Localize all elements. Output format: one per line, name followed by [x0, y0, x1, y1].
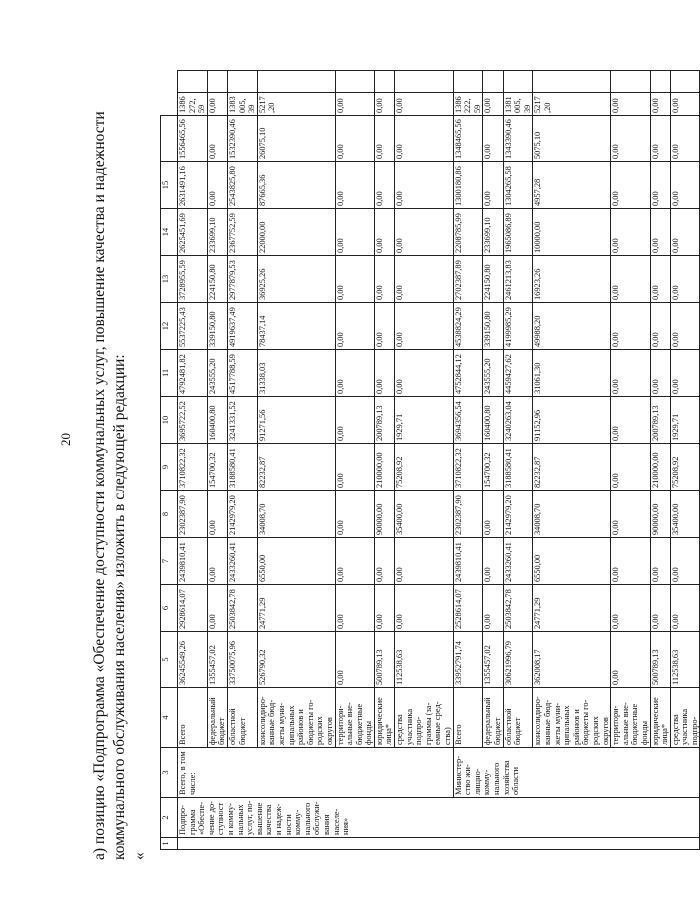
extra-cell — [533, 71, 611, 94]
value-cell: 0,00 — [670, 209, 700, 256]
header-col-number: 13 — [161, 256, 178, 303]
value-cell: 0,00 — [483, 491, 503, 538]
value-cell: 10000,00 — [533, 209, 611, 256]
value-cell: 0,00 — [650, 162, 670, 209]
value-cell: 16923,26 — [533, 256, 611, 303]
value-cell: 0,00 — [611, 209, 650, 256]
heading-line-2: коммунального обслуживания населения» изложить в следующей редакции: — [111, 354, 128, 860]
value-cell: 2977879,53 — [227, 256, 257, 303]
value-cell: 0,00 — [207, 162, 227, 209]
value-cell: 0,00 — [670, 538, 700, 585]
extra-cell — [374, 71, 394, 94]
funding-source-cell: федеральный бюджет — [207, 688, 227, 748]
value-cell: 3710822,32 — [178, 444, 208, 491]
extra-cell — [335, 71, 374, 94]
value-cell: 24771,29 — [257, 585, 335, 632]
value-cell: 0,00 — [611, 444, 650, 491]
value-cell: 0,00 — [483, 162, 503, 209]
value-cell: 0,00 — [207, 585, 227, 632]
value-cell: 1965086,89 — [503, 209, 533, 256]
value-cell: 0,00 — [335, 350, 374, 397]
header-col-number: 3 — [161, 748, 178, 798]
value-cell: 2543825,80 — [227, 162, 257, 209]
extra-cell — [227, 71, 257, 94]
value-cell: 0,00 — [611, 350, 650, 397]
value-cell: 1343390,46 — [503, 116, 533, 162]
table-row — [178, 71, 208, 850]
funding-source-cell: территори-альные вне-бюджетные фонды — [335, 688, 374, 748]
value-cell: 0,00 — [670, 93, 700, 116]
value-cell: 243555,20 — [483, 350, 503, 397]
value-cell: 0,00 — [650, 256, 670, 303]
heading-line-1: а) позицию «Подпрограмма «Обеспечение доступности коммунальных услуг, повышение качества и надежности — [91, 111, 108, 860]
value-cell: 0,00 — [207, 116, 227, 162]
value-cell: 0,00 — [670, 256, 700, 303]
value-cell: 0,00 — [611, 256, 650, 303]
extra-cell — [207, 71, 227, 94]
value-cell: 160400,80 — [483, 397, 503, 444]
value-cell: 82232,87 — [257, 444, 335, 491]
value-cell: 0,00 — [335, 444, 374, 491]
value-cell: 75208,92 — [395, 444, 454, 491]
value-cell: 0,00 — [483, 93, 503, 116]
funding-source-cell: юридические лица* — [374, 688, 394, 748]
value-cell: 526790,32 — [257, 632, 335, 688]
value-cell: 31338,03 — [257, 350, 335, 397]
value-cell: 5217,20 — [533, 93, 611, 116]
value-cell: 2625451,69 — [178, 209, 208, 256]
value-cell: 82232,87 — [533, 444, 611, 491]
extra-cell — [503, 71, 533, 94]
value-cell: 0,00 — [374, 116, 394, 162]
value-cell: 0,00 — [611, 538, 650, 585]
table-row — [257, 71, 335, 850]
value-cell: 30621996,79 — [503, 632, 533, 688]
value-cell: 0,00 — [650, 350, 670, 397]
funding-source-cell: областной бюджет — [503, 688, 533, 748]
value-cell: 0,00 — [335, 632, 374, 688]
funding-source-cell: Всего — [453, 688, 483, 748]
value-cell: 160400,80 — [207, 397, 227, 444]
value-cell: 1381005,39 — [503, 93, 533, 116]
extra-cell — [483, 71, 503, 94]
value-cell: 0,00 — [670, 303, 700, 350]
value-cell: 0,00 — [611, 116, 650, 162]
value-cell: 224150,80 — [207, 256, 227, 303]
header-col-number: 15 — [161, 162, 178, 209]
value-cell: 339150,80 — [207, 303, 227, 350]
value-cell: 0,00 — [374, 162, 394, 209]
group-cell: Министер-ство жи-лищно-комму-нального хозяйства области — [453, 748, 700, 798]
value-cell: 1386222,59 — [453, 93, 483, 116]
group-cell: Всего, в том числе: — [178, 748, 454, 798]
value-cell: 87665,36 — [257, 162, 335, 209]
value-cell: 2302387,90 — [178, 491, 208, 538]
value-cell: 0,00 — [395, 350, 454, 397]
table-row — [670, 71, 700, 850]
value-cell: 0,00 — [374, 585, 394, 632]
amendment-heading — [90, 60, 150, 860]
value-cell: 36245549,26 — [178, 632, 208, 688]
value-cell: 0,00 — [611, 491, 650, 538]
value-cell: 0,00 — [650, 116, 670, 162]
value-cell: 0,00 — [611, 93, 650, 116]
value-cell: 1304265,58 — [503, 162, 533, 209]
value-cell: 4538824,29 — [453, 303, 483, 350]
funding-source-cell: юридические лица* — [650, 688, 670, 748]
value-cell: 1355457,02 — [483, 632, 503, 688]
value-cell: 3240263,04 — [503, 397, 533, 444]
table-row — [533, 71, 611, 850]
value-cell: 0,00 — [374, 256, 394, 303]
table-row — [374, 71, 394, 850]
value-cell: 0,00 — [335, 256, 374, 303]
header-number-row — [161, 71, 178, 850]
value-cell: 0,00 — [611, 303, 650, 350]
value-cell: 2302387,90 — [453, 491, 483, 538]
funding-table — [160, 70, 700, 850]
value-cell: 1386272,59 — [178, 93, 208, 116]
value-cell: 0,00 — [483, 538, 503, 585]
value-cell: 34008,70 — [533, 491, 611, 538]
extra-cell — [178, 71, 208, 94]
value-cell: 3728955,59 — [178, 256, 208, 303]
table-row — [335, 71, 374, 850]
value-cell: 500789,13 — [374, 632, 394, 688]
row-index-cell — [178, 838, 700, 850]
value-cell: 0,00 — [395, 303, 454, 350]
value-cell: 0,00 — [335, 491, 374, 538]
value-cell: 112538,63 — [670, 632, 700, 688]
value-cell: 0,00 — [207, 538, 227, 585]
table-row — [611, 71, 650, 850]
value-cell: 3241331,52 — [227, 397, 257, 444]
value-cell: 90000,00 — [650, 491, 670, 538]
value-cell: 0,00 — [335, 538, 374, 585]
value-cell: 24771,29 — [533, 585, 611, 632]
value-cell: 200789,13 — [650, 397, 670, 444]
value-cell: 233699,10 — [207, 209, 227, 256]
value-cell: 3695722,52 — [178, 397, 208, 444]
header-col-number: 5 — [161, 632, 178, 688]
value-cell: 5217,20 — [257, 93, 335, 116]
value-cell: 4199985,29 — [503, 303, 533, 350]
value-cell: 4919637,49 — [227, 303, 257, 350]
table-row — [650, 71, 670, 850]
value-cell: 0,00 — [374, 303, 394, 350]
value-cell: 0,00 — [374, 538, 394, 585]
value-cell: 500789,13 — [650, 632, 670, 688]
value-cell: 0,00 — [395, 93, 454, 116]
value-cell: 0,00 — [650, 303, 670, 350]
value-cell: 0,00 — [395, 209, 454, 256]
value-cell: 2142979,20 — [227, 491, 257, 538]
value-cell: 34008,70 — [257, 491, 335, 538]
value-cell: 200789,13 — [374, 397, 394, 444]
funding-source-cell: территори-альные вне-бюджетные фонды — [611, 688, 650, 748]
funding-source-cell: консолидиро-ванные бюд-жеты муни-ципальных районов и бюджеты го-родских округов — [533, 688, 611, 748]
value-cell: 0,00 — [395, 116, 454, 162]
funding-source-cell: Всего — [178, 688, 208, 748]
value-cell: 2528614,07 — [453, 585, 483, 632]
value-cell: 4752844,12 — [453, 350, 483, 397]
value-cell: 0,00 — [374, 93, 394, 116]
value-cell: 2439810,41 — [453, 538, 483, 585]
value-cell: 2142979,20 — [503, 491, 533, 538]
extra-cell — [650, 71, 670, 94]
value-cell: 0,00 — [650, 538, 670, 585]
value-cell: 36925,26 — [257, 256, 335, 303]
page-number: 20 — [58, 433, 73, 446]
value-cell: 5075,10 — [533, 116, 611, 162]
funding-source-cell: консолидиро-ванные бюд-жеты муни-ципальных районов и бюджеты го-родских округов — [257, 688, 335, 748]
value-cell: 2461213,83 — [503, 256, 533, 303]
value-cell: 210000,00 — [650, 444, 670, 491]
value-cell: 33952791,74 — [453, 632, 483, 688]
value-cell: 0,00 — [335, 397, 374, 444]
header-col-number: 8 — [161, 491, 178, 538]
value-cell: 0,00 — [335, 162, 374, 209]
value-cell: 0,00 — [611, 397, 650, 444]
table-body — [178, 71, 700, 850]
value-cell: 3710822,32 — [453, 444, 483, 491]
value-cell: 35400,00 — [395, 491, 454, 538]
value-cell: 91152,96 — [533, 397, 611, 444]
value-cell: 33750075,96 — [227, 632, 257, 688]
value-cell: 362008,17 — [533, 632, 611, 688]
value-cell: 1348465,56 — [453, 116, 483, 162]
value-cell: 78437,14 — [257, 303, 335, 350]
header-col-number: 11 — [161, 350, 178, 397]
program-name-cell: Подпро-грамма «Обеспе-чение до-ступности комму-нальных услуг, по-вышение качества и надеж-ности комму-нального обслужи-вания населе-ния» — [178, 798, 700, 838]
value-cell: 339150,80 — [483, 303, 503, 350]
value-cell: 6550,00 — [257, 538, 335, 585]
value-cell: 2439810,41 — [178, 538, 208, 585]
value-cell: 0,00 — [611, 632, 650, 688]
value-cell: 0,00 — [650, 585, 670, 632]
value-cell: 2433260,41 — [227, 538, 257, 585]
header-col-extra — [161, 116, 178, 162]
value-cell: 3694356,54 — [453, 397, 483, 444]
value-cell: 2433260,41 — [503, 538, 533, 585]
value-cell: 0,00 — [374, 350, 394, 397]
value-cell: 90000,00 — [374, 491, 394, 538]
value-cell: 2503842,78 — [227, 585, 257, 632]
header-col-number: 6 — [161, 585, 178, 632]
value-cell: 35400,00 — [670, 491, 700, 538]
value-cell: 0,00 — [650, 93, 670, 116]
header-col-number: 1 — [161, 838, 178, 850]
value-cell: 154700,32 — [207, 444, 227, 491]
value-cell: 0,00 — [207, 491, 227, 538]
value-cell: 2928614,07 — [178, 585, 208, 632]
value-cell: 0,00 — [483, 585, 503, 632]
value-cell: 0,00 — [395, 585, 454, 632]
value-cell: 1383005,39 — [227, 93, 257, 116]
value-cell: 5537225,43 — [178, 303, 208, 350]
value-cell: 154700,32 — [483, 444, 503, 491]
funding-source-cell: средства участника подпро- — [670, 688, 700, 748]
value-cell: 0,00 — [395, 538, 454, 585]
value-cell: 4792481,82 — [178, 350, 208, 397]
opening-quote-mark: « — [131, 852, 148, 860]
value-cell: 0,00 — [335, 585, 374, 632]
funding-table-container — [160, 70, 699, 850]
extra-cell — [611, 71, 650, 94]
value-cell: 31061,30 — [533, 350, 611, 397]
value-cell: 0,00 — [611, 585, 650, 632]
value-cell: 2367752,59 — [227, 209, 257, 256]
value-cell: 0,00 — [650, 209, 670, 256]
table-row — [207, 71, 227, 850]
header-col-number: 4 — [161, 688, 178, 748]
value-cell: 0,00 — [670, 585, 700, 632]
value-cell: 0,00 — [670, 116, 700, 162]
extra-cell — [395, 71, 454, 94]
funding-source-cell: федеральный бюджет — [483, 688, 503, 748]
value-cell: 0,00 — [335, 209, 374, 256]
table-row — [453, 71, 483, 850]
value-cell: 91271,56 — [257, 397, 335, 444]
value-cell: 210000,00 — [374, 444, 394, 491]
value-cell: 112538,63 — [395, 632, 454, 688]
value-cell: 75208,92 — [670, 444, 700, 491]
value-cell: 0,00 — [335, 116, 374, 162]
value-cell: 1929,71 — [395, 397, 454, 444]
value-cell: 1355457,02 — [207, 632, 227, 688]
header-col-number: 12 — [161, 303, 178, 350]
table-row — [395, 71, 454, 850]
table-row — [503, 71, 533, 850]
table-row — [483, 71, 503, 850]
extra-cell — [670, 71, 700, 94]
value-cell: 0,00 — [395, 256, 454, 303]
table-row — [227, 71, 257, 850]
value-cell: 1929,71 — [670, 397, 700, 444]
value-cell: 0,00 — [335, 93, 374, 116]
value-cell: 3188580,41 — [503, 444, 533, 491]
value-cell: 224150,80 — [483, 256, 503, 303]
value-cell: 3188580,41 — [227, 444, 257, 491]
value-cell: 2631491,16 — [178, 162, 208, 209]
value-cell: 6550,00 — [533, 538, 611, 585]
header-col-number: 9 — [161, 444, 178, 491]
value-cell: 0,00 — [670, 350, 700, 397]
value-cell: 1556465,56 — [178, 116, 208, 162]
value-cell: 1532390,46 — [227, 116, 257, 162]
value-cell: 0,00 — [395, 162, 454, 209]
value-cell: 233699,10 — [483, 209, 503, 256]
value-cell: 243555,20 — [207, 350, 227, 397]
value-cell: 49988,20 — [533, 303, 611, 350]
value-cell: 0,00 — [374, 209, 394, 256]
value-cell: 0,00 — [483, 116, 503, 162]
value-cell: 0,00 — [611, 162, 650, 209]
value-cell: 26075,10 — [257, 116, 335, 162]
extra-cell — [453, 71, 483, 94]
header-col-number: 2 — [161, 798, 178, 838]
value-cell: 2503842,78 — [503, 585, 533, 632]
value-cell: 1300180,86 — [453, 162, 483, 209]
value-cell: 22000,00 — [257, 209, 335, 256]
header-col-number: 14 — [161, 209, 178, 256]
header-col-number: 10 — [161, 397, 178, 444]
value-cell: 0,00 — [670, 162, 700, 209]
extra-cell — [257, 71, 335, 94]
value-cell: 4957,28 — [533, 162, 611, 209]
value-cell: 0,00 — [335, 303, 374, 350]
value-cell: 2208785,99 — [453, 209, 483, 256]
value-cell: 4459427,62 — [503, 350, 533, 397]
header-col-number: 7 — [161, 538, 178, 585]
value-cell: 0,00 — [207, 93, 227, 116]
value-cell: 4517788,59 — [227, 350, 257, 397]
funding-source-cell: средства участника подпро-граммы (за-емные сред-ства) — [395, 688, 454, 748]
funding-source-cell: областной бюджет — [227, 688, 257, 748]
value-cell: 2702387,89 — [453, 256, 483, 303]
